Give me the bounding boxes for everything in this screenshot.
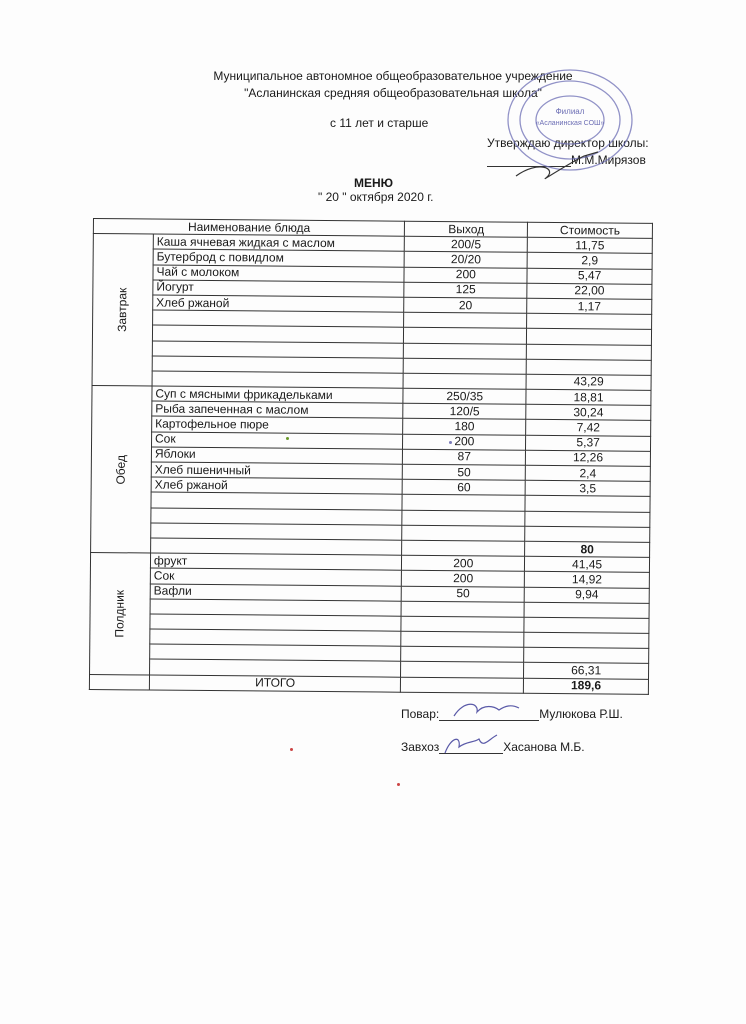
empty-cell: [403, 373, 526, 389]
scan-speck: [286, 437, 289, 440]
col-header-name: Наименование блюда: [93, 219, 405, 237]
doc-date: " 20 " октября 2020 г.: [318, 190, 434, 204]
dish-name: Сок: [151, 432, 403, 449]
stamp-text-middle: «Асланинская СОШ»: [535, 120, 605, 127]
dish-output: [401, 616, 524, 632]
doc-title: МЕНЮ: [354, 176, 394, 190]
dish-output: [401, 601, 524, 617]
dish-cost: 18,81: [526, 389, 651, 405]
dish-cost: 7,42: [526, 420, 651, 436]
dish-cost: 12,26: [526, 450, 651, 466]
empty-cell: [401, 677, 524, 693]
dish-name: Суп с мясными фрикадельками: [152, 386, 404, 403]
dish-output: [404, 328, 527, 344]
dish-name: Хлеб ржаной: [153, 295, 405, 312]
org-name-line2: "Асланинская средняя общеобразовательная школа": [244, 86, 542, 100]
dish-cost: 9,94: [524, 587, 649, 603]
cook-signature: [439, 708, 539, 721]
dish-output: 20: [404, 297, 527, 313]
dish-name: фрукт: [150, 553, 402, 570]
dish-output: 200: [402, 555, 525, 571]
section-total: 43,29: [526, 374, 651, 390]
empty-cell: [89, 674, 149, 690]
grand-total: 189,6: [524, 678, 649, 694]
section-label-cell: [90, 553, 151, 675]
dish-output: [402, 525, 525, 541]
cook-name: Мулюкова Р.Ш.: [539, 707, 623, 721]
col-header-cost: Стоимость: [528, 222, 653, 238]
dish-output: [401, 631, 524, 647]
dish-output: [402, 495, 525, 511]
grand-total-label: ИТОГО: [149, 675, 401, 692]
dish-name: Хлеб пшеничный: [151, 462, 403, 479]
dish-cost: [524, 617, 649, 633]
age-group: с 11 лет и старше: [330, 116, 429, 130]
dish-cost: [526, 359, 651, 375]
col-header-output: Выход: [405, 221, 528, 237]
empty-cell: [402, 540, 525, 556]
director-name-text: М.М.Мирязов: [571, 153, 646, 167]
dish-cost: [526, 344, 651, 360]
dish-name: Яблоки: [151, 447, 403, 464]
dish-output: [404, 358, 527, 374]
dish-name: Сок: [150, 568, 402, 585]
dish-cost: [527, 313, 652, 329]
section-total: 80: [525, 541, 650, 557]
dish-cost: 14,92: [524, 572, 649, 588]
scan-speck: [449, 441, 452, 444]
scan-speck: [397, 783, 400, 786]
dish-output: [404, 312, 527, 328]
dish-name: Каша ячневая жидкая с маслом: [153, 234, 405, 251]
cook-signature-line: [401, 707, 623, 721]
dish-cost: [524, 632, 649, 648]
dish-name: Бутерброд с повидлом: [153, 249, 405, 266]
director-signature: [516, 152, 598, 179]
dish-name: Чай с молоком: [153, 265, 405, 282]
menu-table: [89, 218, 653, 695]
storekeeper-label: Завхоз: [401, 740, 440, 754]
dish-name: Вафли: [150, 584, 402, 601]
section-total: 66,31: [524, 663, 649, 679]
dish-output: 180: [403, 419, 526, 435]
dish-cost: [525, 526, 650, 542]
dish-cost: [525, 511, 650, 527]
empty-cell: [401, 662, 524, 678]
dish-output: 200: [404, 267, 527, 283]
dish-cost: 41,45: [525, 556, 650, 572]
dish-cost: 30,24: [526, 405, 651, 421]
dish-cost: 1,17: [527, 298, 652, 314]
dish-cost: [527, 329, 652, 345]
dish-output: 200: [402, 571, 525, 587]
dish-output: [401, 646, 524, 662]
dish-output: 50: [403, 464, 526, 480]
storekeeper-name: Хасанова М.Б.: [503, 740, 585, 754]
section-label: Полдник: [112, 589, 127, 638]
dish-cost: 11,75: [527, 237, 652, 253]
dish-name: Картофельное пюре: [152, 416, 404, 433]
dish-output: [402, 510, 525, 526]
menu-table-body: [89, 234, 652, 694]
approve-label: Утверждаю директор школы:: [487, 136, 649, 150]
dish-output: 60: [403, 479, 526, 495]
dish-output: 250/35: [403, 388, 526, 404]
dish-cost: 5,47: [527, 268, 652, 284]
dish-cost: 3,5: [525, 480, 650, 496]
dish-name: Рыба запеченная с маслом: [152, 401, 404, 418]
scan-speck: [290, 748, 293, 751]
dish-output: 20/20: [405, 252, 528, 268]
cook-label: Повар:: [401, 707, 440, 721]
dish-cost: [524, 602, 649, 618]
dish-cost: [524, 648, 649, 664]
storekeeper-signature-line: [401, 740, 585, 754]
org-name-line1: Муниципальное автономное общеобразовательное учреждение: [213, 69, 573, 83]
storekeeper-signature: [439, 741, 503, 754]
dish-name: Хлеб ржаной: [151, 477, 403, 494]
dish-cost: 2,9: [527, 253, 652, 269]
dish-output: 200: [403, 434, 526, 450]
dish-output: [404, 343, 527, 359]
dish-cost: [525, 496, 650, 512]
section-label-cell: [92, 234, 153, 386]
section-label-cell: [91, 386, 152, 554]
dish-output: 87: [403, 449, 526, 465]
section-label: Завтрак: [114, 287, 130, 333]
official-stamp: [488, 64, 640, 182]
dish-cost: 5,37: [526, 435, 651, 451]
stamp-text-top: Филиал: [555, 107, 585, 116]
dish-cost: 22,00: [527, 283, 652, 299]
dish-output: 50: [402, 586, 525, 602]
dish-output: 120/5: [403, 403, 526, 419]
section-label: Обед: [113, 454, 128, 485]
dish-output: 125: [404, 282, 527, 298]
dish-cost: 2,4: [525, 465, 650, 481]
dish-name: Йогурт: [153, 280, 405, 297]
dish-output: 200/5: [405, 236, 528, 252]
